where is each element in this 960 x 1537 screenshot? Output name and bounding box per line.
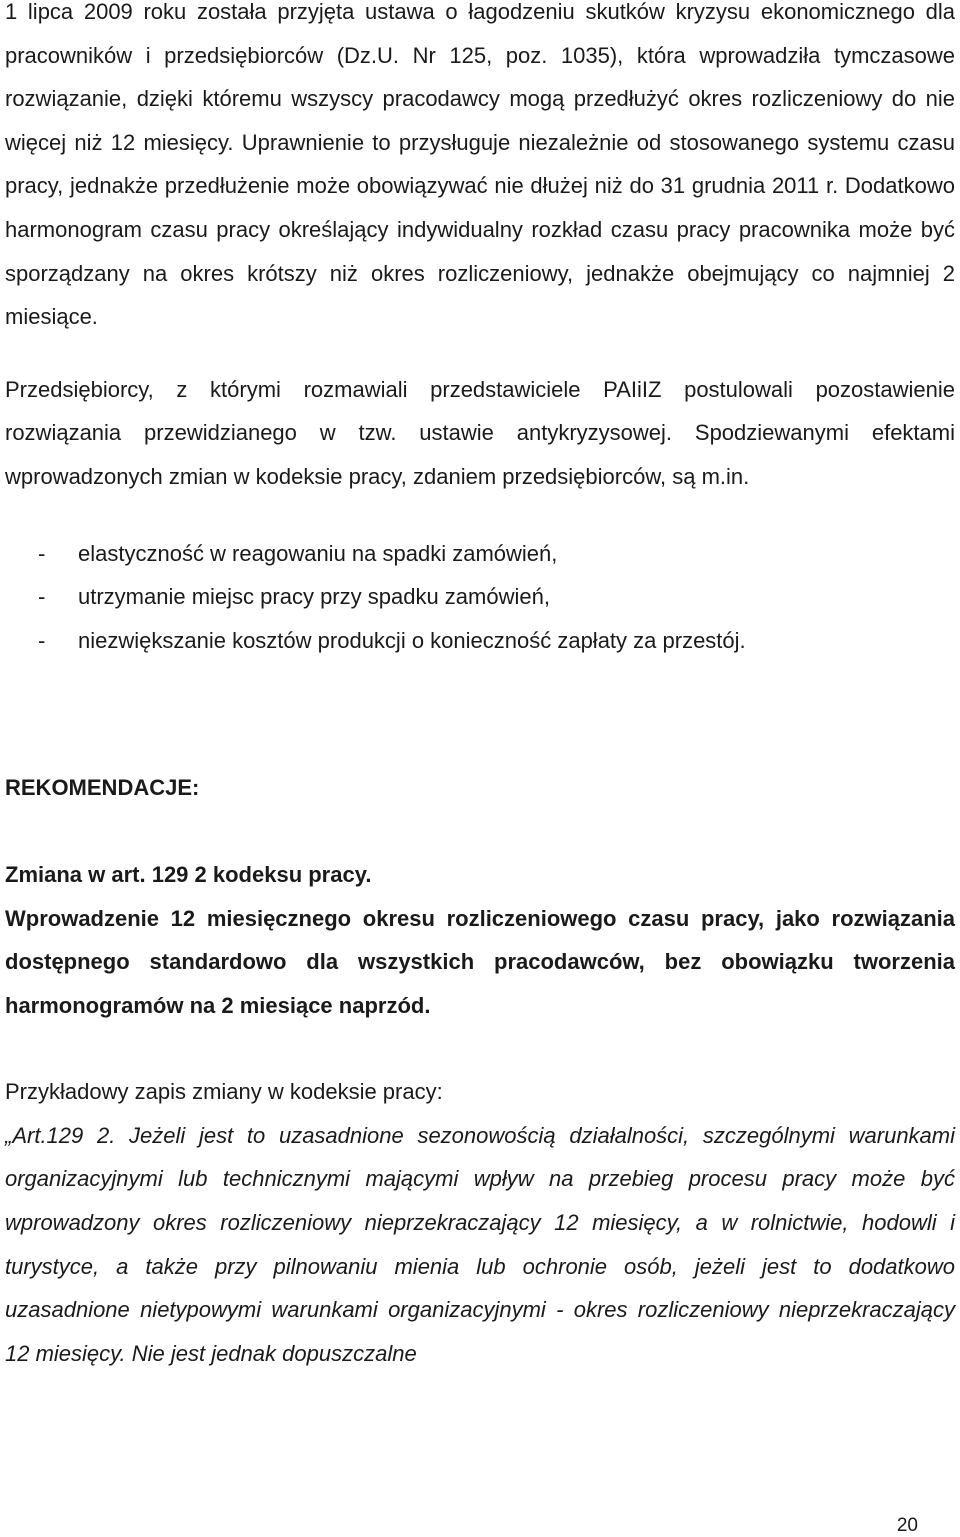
- example-article-text: „Art.129 2. Jeżeli jest to uzasadnione sezonowością działalności, szczególnymi warunkami organizacyjnymi lub technicznymi mającymi wpływ na przebieg procesu pracy może być wprowadzony okres rozliczeniowy nieprzekraczający 12 miesięcy, a w rolnictwie, hodowli i turystyce, a także przy pilnowaniu mienia lub ochronie osób, jeżeli jest to dodatkowo uzasadnione nietypowymi warunkami organizacyjnymi - okres rozliczeniowy nieprzekraczający 12 miesięcy. Nie jest jednak dopuszczalne: [5, 1122, 955, 1366]
- list-item-text: elastyczność w reagowaniu na spadki zamówień,: [78, 540, 558, 566]
- list-dash: -: [38, 627, 46, 653]
- recommendation-paragraph: Wprowadzenie 12 miesięcznego okresu rozliczeniowego czasu pracy, jako rozwiązania dostępnego standardowo dla wszystkich pracodawców, bez obowiązku tworzenia harmonogramów na 2 miesiące naprzód.: [5, 905, 955, 1018]
- expected-effects-list: [5, 532, 955, 663]
- list-item-text: niezwiększanie kosztów produkcji o konieczność zapłaty za przestój.: [78, 627, 746, 653]
- list-item: [5, 619, 955, 663]
- change-heading: Zmiana w art. 129 2 kodeksu pracy.: [5, 861, 372, 887]
- recommendations-heading: REKOMENDACJE:: [5, 775, 200, 801]
- list-item: [5, 532, 955, 576]
- list-item-text: utrzymanie miejsc pracy przy spadku zamówień,: [78, 584, 550, 610]
- paragraph-crisis-act: 1 lipca 2009 roku została przyjęta ustawa o łagodzeniu skutków kryzysu ekonomicznego dla pracowników i przedsiębiorców (Dz.U. Nr 125, poz. 1035), która wprowadziła tymczasowe rozwiązanie, dzięki któremu wszyscy pracodawcy mogą przedłużyć okres rozliczeniowy do nie więcej niż 12 miesięcy. Uprawnienie to przysługuje niezależnie od stosowanego systemu czasu pracy, jednakże przedłużenie może obowiązywać nie dłużej niż do 31 grudnia 2011 r. Dodatkowo harmonogram czasu pracy określający indywidualny rozkład czasu pracy pracownika może być sporządzany na okres krótszy niż okres rozliczeniowy, jednakże obejmujący co najmniej 2 miesiące.: [5, 0, 955, 330]
- page-number: 20: [896, 1515, 918, 1536]
- paragraph-entrepreneurs: Przedsiębiorcy, z którymi rozmawiali przedstawiciele PAIiIZ postulowali pozostawienie rozwiązania przewidzianego w tzw. ustawie antykryzysowej. Spodziewanymi efektami wprowadzonych zmian w kodeksie pracy, zdaniem przedsiębiorców, są m.in.: [5, 376, 955, 489]
- list-item: [5, 575, 955, 619]
- list-dash: -: [38, 584, 46, 610]
- document-page: [5, 0, 955, 1375]
- example-label: Przykładowy zapis zmiany w kodeksie pracy:: [5, 1079, 443, 1105]
- list-dash: -: [38, 540, 46, 566]
